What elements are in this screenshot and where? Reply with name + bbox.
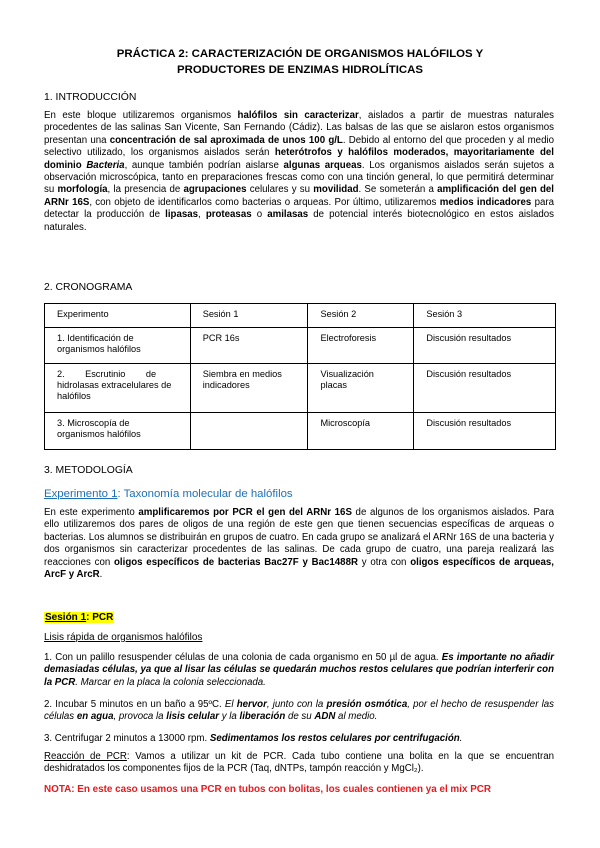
text-bold: morfología: [57, 184, 108, 196]
text-bold: oligos específicos de arqueas, ArcF y ArcR: [44, 556, 554, 581]
heading-cronograma: 2. CRONOGRAMA: [44, 282, 133, 293]
title-line-1: PRÁCTICA 2: CARACTERIZACIÓN DE ORGANISMOS HALÓFILOS Y: [116, 48, 484, 60]
text-bold: proteasas: [205, 209, 252, 221]
text-italic: , por el hecho de resuspender las células: [44, 699, 554, 723]
heading-metodologia: 3. METODOLOGÍA: [44, 465, 133, 476]
text-italic: al medio.: [335, 711, 378, 723]
text: . Debido al entorno del que proceden y al medio selectivo utilizado, los organismos aislados serán: [44, 134, 554, 159]
table-header-cell: Sesión 2: [308, 304, 414, 328]
table-row: [45, 364, 556, 413]
text: 3. Centrifugar 2 minutos a 13000 rpm.: [44, 733, 210, 744]
text-bold-italic: presión osmótica: [326, 699, 408, 710]
text-italic: .: [459, 733, 463, 744]
table-header-cell: Experimento: [45, 304, 191, 328]
table-cell: Discusión resultados: [414, 364, 556, 413]
text-italic: . Marcar en la placa la colonia seleccionada.: [75, 676, 266, 688]
experiment-paragraph: [44, 507, 554, 581]
text: En este experimento: [44, 507, 139, 518]
intro-paragraph: [44, 110, 554, 234]
session-label: [44, 612, 114, 623]
pcr-label: Reacción de PCR: [44, 751, 127, 762]
text: , aunque también podrían aislarse: [124, 159, 284, 171]
text-bold-italic: ADN: [314, 711, 336, 723]
text-bold: lipasas: [165, 209, 199, 221]
table-header-cell: Sesión 3: [414, 304, 556, 328]
table-row: [45, 328, 556, 364]
text-italic: de su: [285, 711, 315, 723]
pcr-paragraph: [44, 751, 554, 776]
text: .: [99, 569, 103, 581]
text-bold-italic: Bacteria: [86, 159, 125, 171]
session-number: Sesión 1: [45, 612, 87, 623]
text-bold: heterótrofos y halófilos moderados, mayoritariamente del dominio: [44, 147, 554, 171]
table-header-cell: Sesión 1: [190, 304, 308, 328]
text: , con objeto de identificarlos como bacterias o arqueas. Por último, utilizaremos: [89, 196, 440, 208]
text-bold-italic: lisis celular: [166, 711, 220, 723]
text: o: [251, 209, 268, 221]
text: . Los organismos aislados serán sujetos a observación microscópica, tanto en preparaciones frescas como con una tinción general, lo que permitirá determinar su: [44, 159, 554, 196]
page-title: [44, 46, 556, 78]
text-italic: y la: [219, 711, 240, 723]
text-bold-italic: en agua: [76, 711, 114, 723]
step-1: [44, 652, 554, 689]
text-bold: movilidad: [313, 184, 359, 196]
table-cell: Microscopía: [308, 413, 414, 450]
text-bold: halófilos sin caracterizar: [237, 110, 359, 121]
text: , la presencia de: [107, 184, 184, 196]
text-bold: oligos específicos de bacterias Bac27F y Bac1488R: [114, 556, 358, 568]
text-bold: medios indicadores: [439, 196, 532, 208]
table-header-row: [45, 304, 556, 328]
text: : Vamos a utilizar un kit de PCR. Cada tubo contiene una bolita en la que se encuentran deshidratados los componentes fijos de la PCR (Taq, dNTPs, tampón reacción y MgCl₂).: [44, 751, 554, 775]
table-cell: Siembra en medios indicadores: [190, 364, 308, 413]
experiment-name: : Taxonomía molecular de halófilos: [117, 488, 293, 500]
table-cell: 3. Microscopía de organismos halófilos: [45, 413, 191, 450]
experiment-title: [44, 488, 293, 500]
text-bold: amplificación del gen del ARNr 16S: [44, 184, 554, 208]
text-italic: El: [224, 699, 237, 710]
text: de potencial interés biotecnológico en estos aislados naturales.: [44, 209, 554, 233]
text: celulares y su: [246, 184, 314, 196]
text-bold-italic: Sedimentamos los restos celulares por centrifugación: [209, 733, 460, 744]
title-line-2: PRODUCTORES DE ENZIMAS HIDROLÍTICAS: [177, 64, 423, 76]
text-bold: algunas arqueas: [283, 159, 362, 171]
text: . Se someterán a: [358, 184, 438, 196]
table-cell: Discusión resultados: [414, 413, 556, 450]
text: para detectar la producción de: [44, 196, 555, 221]
text-bold: concentración de sal aproximada de unos 100 g/L: [109, 134, 343, 146]
table-cell: Electroforesis: [308, 328, 414, 364]
session-topic: : PCR: [86, 612, 114, 623]
text-bold-italic: hervor: [236, 699, 267, 710]
text: , aislados a partir de muestras naturales procedentes de las salinas San Vicente, San Fernando (Cádiz). Las balsas de las que se aislaron estos organismos presentan una: [44, 110, 555, 146]
text: y otra con: [357, 556, 411, 568]
text: En este bloque utilizaremos organismos: [44, 110, 238, 121]
table-cell: Discusión resultados: [414, 328, 556, 364]
table-cell: Visualización placas: [308, 364, 414, 413]
table-cell: 2. Escrutinio de hidrolasas extracelulares de halófilos: [45, 364, 191, 413]
subsection-title: Lisis rápida de organismos halófilos: [44, 632, 203, 643]
experiment-label: Experimento 1: [44, 488, 118, 500]
text-bold-italic: Es importante no añadir demasiadas células, ya que al lisar las células se quedarán muchos restos celulares que podrían interferir con la PCR: [44, 652, 554, 688]
text-bold: agrupaciones: [183, 184, 247, 196]
schedule-table: [44, 303, 556, 450]
step-2: [44, 699, 554, 724]
text-bold-italic: liberación: [239, 711, 286, 723]
text-bold: amplificaremos por PCR el gen del ARNr 16S: [138, 507, 352, 518]
text-bold: amilasas: [267, 209, 309, 221]
table-row: [45, 413, 556, 450]
text: de algunos de los organismos aislados. Para ello utilizaremos dos pares de oligos de una región de este gen que tienen secuencias específicas de arqueas o bacterias. Los alumnos se distribuirán en grupos de cuatro. En cada grupo se analizará el ARNr 16S de una bacteria y dos organismos sin caracterizar procedentes de las salinas. De cada grupo de cuatro, una pareja realizará las reacciones con: [44, 507, 555, 568]
text-italic: , junto con la: [266, 699, 327, 710]
text: 1. Con un palillo resuspender células de una colonia de cada organismo en 50 µl de agua.: [44, 652, 442, 663]
table-cell: 1. Identificación de organismos halófilos: [45, 328, 191, 364]
text: 2. Incubar 5 minutos en un baño a 95ºC.: [44, 699, 225, 710]
heading-introduccion: 1. INTRODUCCIÓN: [44, 92, 137, 103]
step-3: [44, 733, 554, 745]
text-italic: , provoca la: [113, 711, 167, 723]
text: ,: [198, 209, 206, 221]
table-cell: PCR 16s: [190, 328, 308, 364]
table-cell: [190, 413, 308, 450]
note-warning: NOTA: En este caso usamos una PCR en tubos con bolitas, los cuales contienen ya el mix PCR: [44, 784, 492, 795]
